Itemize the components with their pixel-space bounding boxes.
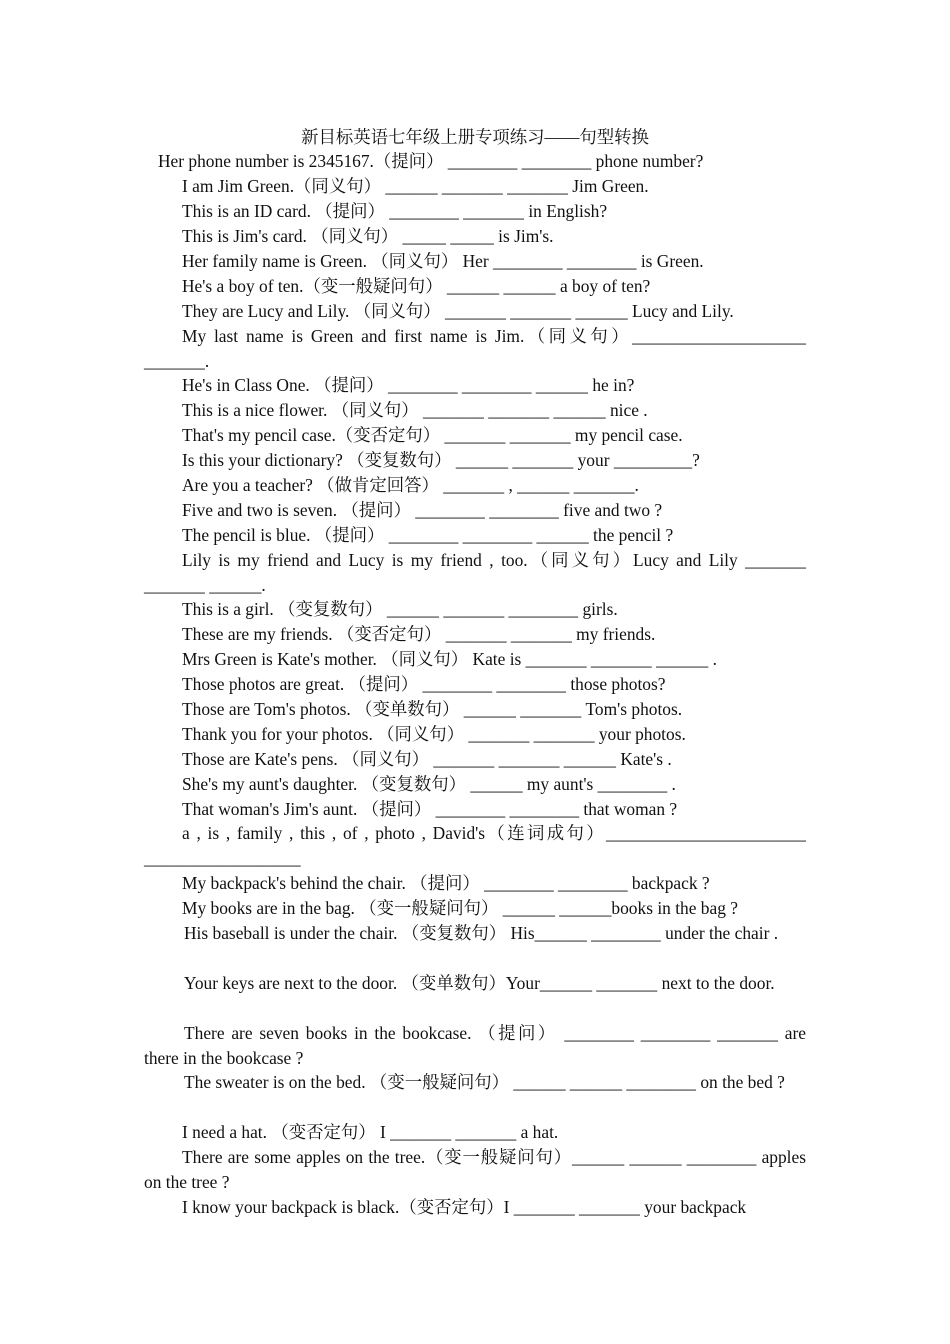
question-item: My backpack's behind the chair. （提问） ________ ________ backpack ? [182, 873, 710, 893]
question-item: This is a girl. （变复数句） ______ _______ ________ girls. [182, 599, 618, 619]
question-item: This is Jim's card. （同义句） _____ _____ is Jim's. [182, 226, 554, 246]
question-item: Mrs Green is Kate's mother. （同义句） Kate is _______ _______ ______ . [182, 649, 717, 669]
question-item: a , is , family , this , of , photo , David's（连词成句）_______________________ __________________ [144, 823, 806, 868]
question-item: Five and two is seven. （提问） ________ ________ five and two ? [182, 500, 663, 520]
question-item: This is a nice flower. （同义句） _______ _______ ______ nice . [182, 400, 648, 420]
question-item: Your keys are next to the door. （变单数句）Your______ _______ next to the door. [184, 973, 775, 993]
question-item: They are Lucy and Lily. （同义句） _______ _______ ______ Lucy and Lily. [182, 301, 734, 321]
question-item: Those photos are great. （提问） ________ ________ those photos? [182, 674, 666, 694]
question-item: That's my pencil case.（变否定句） _______ _______ my pencil case. [182, 425, 683, 445]
question-item: There are some apples on the tree.（变一般疑问句）______ ______ ________ apples on the tree ? [144, 1147, 806, 1192]
question-item: My books are in the bag. （变一般疑问句） ______ ______books in the bag ? [182, 898, 738, 918]
question-item: The sweater is on the bed. （变一般疑问句） ______ ______ ________ on the bed ? [184, 1072, 785, 1092]
worksheet-title: 新目标英语七年级上册专项练习——句型转换 [301, 127, 649, 147]
question-item: Are you a teacher? （做肯定回答） _______ , ______ _______. [182, 475, 639, 495]
question-item: These are my friends. （变否定句） _______ _______ my friends. [182, 624, 656, 644]
question-item: I know your backpack is black.（变否定句）I _______ _______ your backpack [182, 1197, 747, 1217]
question-item: Her phone number is 2345167.（提问） ________ ________ phone number? [158, 151, 704, 171]
question-item: This is an ID card. （提问） ________ _______ in English? [182, 201, 608, 221]
question-item: He's a boy of ten.（变一般疑问句） ______ ______ a boy of ten? [182, 276, 651, 296]
question-item: That woman's Jim's aunt. （提问） ________ ________ that woman ? [182, 799, 678, 819]
question-item: My last name is Green and first name is Jim.（同义句）____________________ _______. [144, 326, 806, 371]
question-item: Her family name is Green. （同义句） Her ________ ________ is Green. [182, 251, 704, 271]
question-item: His baseball is under the chair. （变复数句） His______ ________ under the chair . [184, 923, 779, 943]
question-item: Is this your dictionary? （变复数句） ______ _______ your _________? [182, 450, 700, 470]
question-item: Thank you for your photos. （同义句） _______ _______ your photos. [182, 724, 686, 744]
question-item: There are seven books in the bookcase. （提问） ________ ________ _______ are there in the bookcase ? [144, 1023, 806, 1068]
question-item: Those are Tom's photos. （变单数句） ______ _______ Tom's photos. [182, 699, 683, 719]
question-item: I am Jim Green.（同义句） ______ _______ _______ Jim Green. [182, 176, 649, 196]
question-item: He's in Class One. （提问） ________ ________ ______ he in? [182, 375, 635, 395]
question-item: Lily is my friend and Lucy is my friend , too.（同义句）Lucy and Lily _______ _______ ______. [144, 550, 806, 595]
question-item: She's my aunt's daughter. （变复数句） ______ my aunt's ________ . [182, 774, 676, 794]
question-item: The pencil is blue. （提问） ________ ________ ______ the pencil ? [182, 525, 674, 545]
question-item: I need a hat. （变否定句） I _______ _______ a hat. [182, 1122, 559, 1142]
question-item: Those are Kate's pens. （同义句） _______ _______ ______ Kate's . [182, 749, 672, 769]
